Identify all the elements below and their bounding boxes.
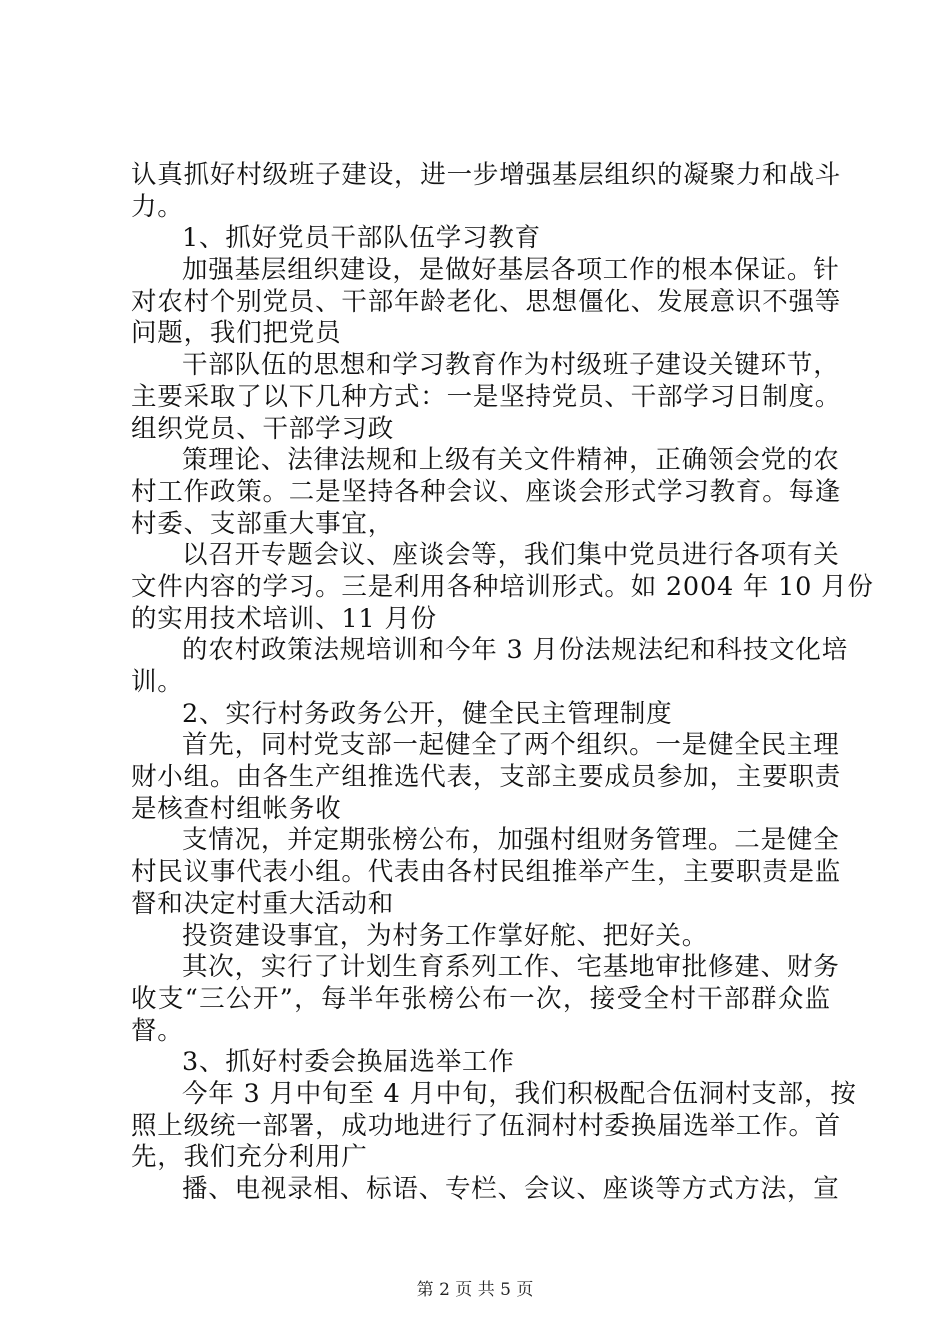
document-body — [131, 160, 874, 1206]
text-line: 先，我们充分利用广 — [131, 1142, 368, 1173]
text-line: 以召开专题会议、座谈会等，我们集中党员进行各项有关 — [182, 540, 840, 571]
text-line: 组织党员、干部学习政 — [131, 413, 395, 444]
text-line: 的实用技术培训、11 月份 — [131, 603, 437, 634]
text-line: 督。 — [131, 1015, 184, 1046]
section-heading: 2、实行村务政务公开，健全民主管理制度 — [182, 698, 673, 729]
text-line: 播、电视录相、标语、专栏、会议、座谈等方式方法，宣 — [182, 1174, 840, 1204]
text-line: 主要采取了以下几种方式：一是坚持党员、干部学习日制度。 — [131, 381, 842, 412]
text-line: 是核查村组帐务收 — [131, 793, 342, 824]
text-line: 督和决定村重大活动和 — [131, 888, 395, 919]
text-line: 问题，我们把党员 — [131, 318, 342, 349]
text-line: 文件内容的学习。三是利用各种培训形式。如 2004 年 10 月份 — [131, 571, 874, 602]
text-line: 投资建设事宜，为村务工作掌好舵、把好关。 — [182, 920, 709, 951]
text-line: 收支“三公开”，每半年张榜公布一次，接受全村干部群众监 — [131, 983, 831, 1014]
section-heading: 1、抓好党员干部队伍学习教育 — [182, 223, 541, 254]
text-line: 对农村个别党员、干部年龄老化、思想僵化、发展意识不强等 — [131, 286, 842, 317]
page-footer: 第 2 页 共 5 页 — [416, 1280, 534, 1300]
text-line: 村民议事代表小组。代表由各村民组推举产生，主要职责是监 — [131, 857, 842, 888]
text-line: 照上级统一部署，成功地进行了伍洞村村委换届选举工作。首 — [131, 1110, 842, 1141]
text-line: 其次，实行了计划生育系列工作、宅基地审批修建、财务 — [182, 952, 840, 983]
text-line: 的农村政策法规培训和今年 3 月份法规法纪和科技文化培 — [182, 635, 849, 666]
text-line: 干部队伍的思想和学习教育作为村级班子建设关键环节， — [182, 350, 840, 381]
text-line: 力。 — [131, 191, 184, 222]
text-line: 财小组。由各生产组推选代表，支部主要成员参加，主要职责 — [131, 762, 842, 793]
text-line: 今年 3 月中旬至 4 月中旬，我们积极配合伍洞村支部，按 — [182, 1078, 857, 1109]
text-line: 村工作政策。二是坚持各种会议、座谈会形式学习教育。每逢 — [131, 476, 842, 507]
text-line: 村委、支部重大事宜， — [131, 508, 395, 539]
text-line: 加强基层组织建设，是做好基层各项工作的根本保证。针 — [182, 255, 840, 286]
text-line: 策理论、法律法规和上级有关文件精神，正确领会党的农 — [182, 445, 840, 476]
section-heading: 3、抓好村委会换届选举工作 — [182, 1047, 515, 1078]
text-line: 训。 — [131, 667, 184, 697]
text-line: 首先，同村党支部一起健全了两个组织。一是健全民主理 — [182, 730, 840, 761]
text-line: 认真抓好村级班子建设，进一步增强基层组织的凝聚力和战斗 — [131, 160, 842, 190]
text-line: 支情况，并定期张榜公布，加强村组财务管理。二是健全 — [182, 825, 840, 856]
